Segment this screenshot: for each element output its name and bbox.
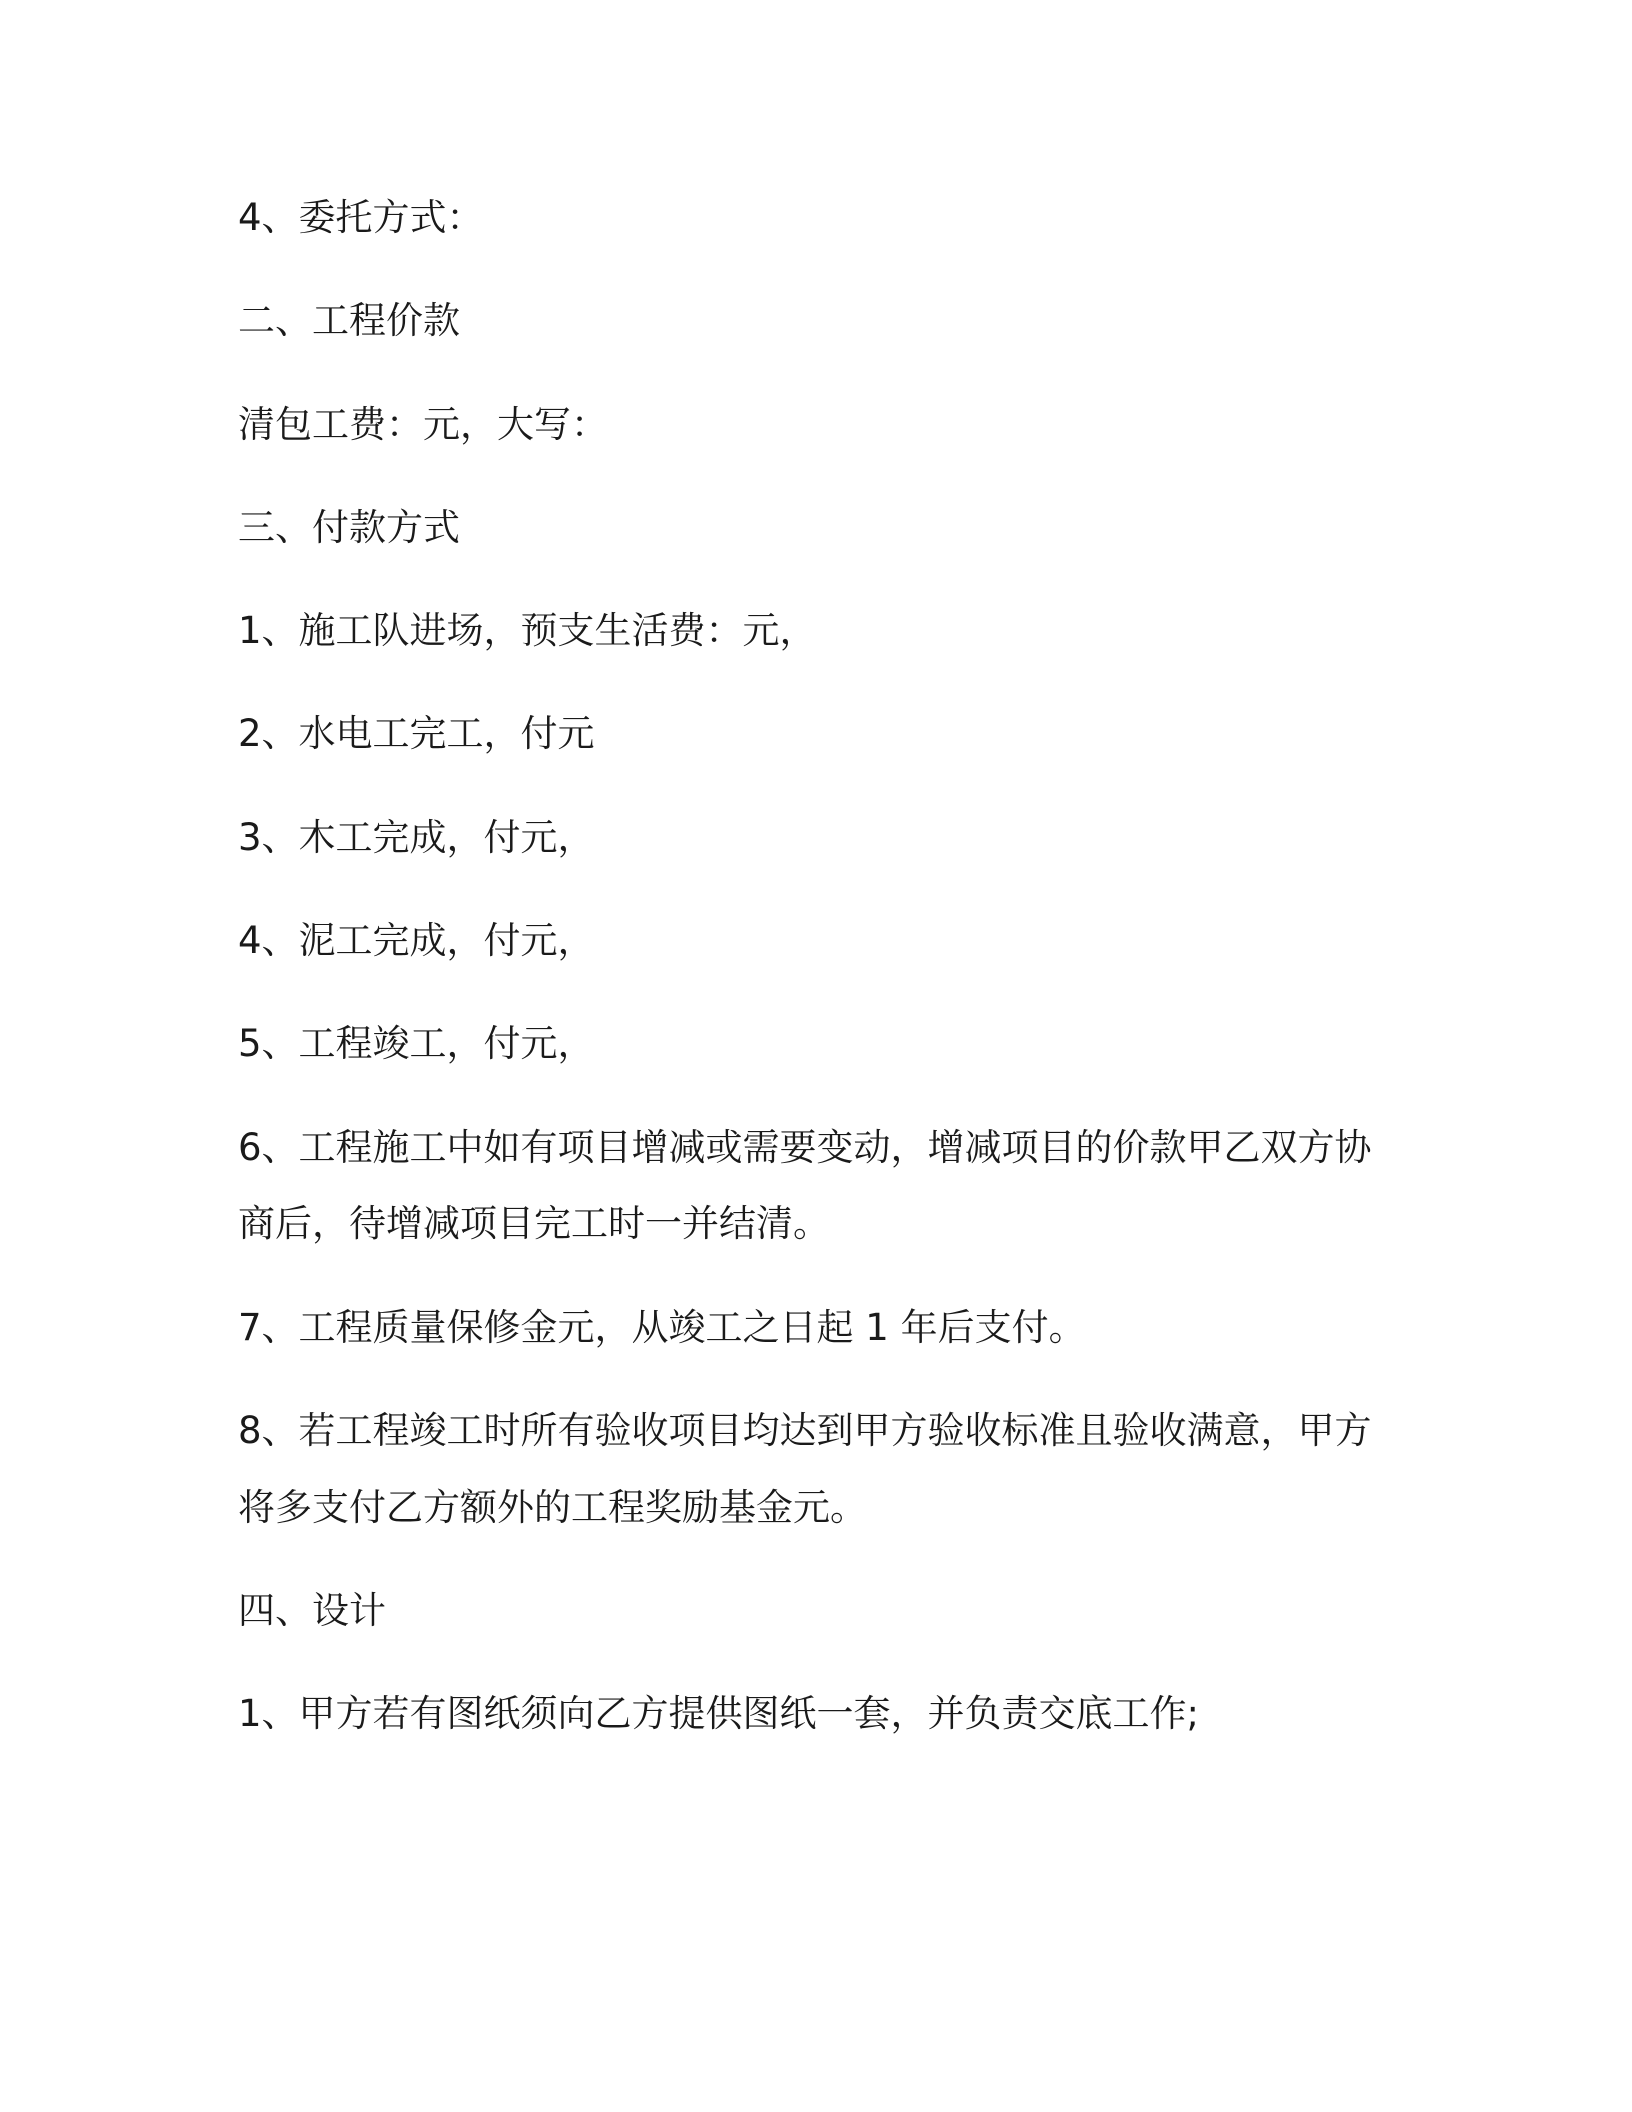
payment-item-4: 4、泥工完成，付元， (238, 919, 595, 962)
section-heading-price: 二、工程价款 (238, 299, 460, 342)
payment-item-1: 1、施工队进场，预支生活费：元， (238, 609, 817, 652)
payment-item-5: 5、工程竣工，付元， (238, 1022, 595, 1065)
payment-item-7: 7、工程质量保修金元，从竣工之日起 1 年后支付。 (238, 1306, 1086, 1349)
payment-item-6-line-1: 6、工程施工中如有项目增减或需要变动，增减项目的价款甲乙双方协 (238, 1126, 1372, 1169)
payment-item-3: 3、木工完成，付元， (238, 816, 595, 859)
payment-item-8-line-2: 将多支付乙方额外的工程奖励基金元。 (238, 1486, 867, 1529)
design-item-1: 1、甲方若有图纸须向乙方提供图纸一套，并负责交底工作; (238, 1692, 1200, 1735)
clause-labor-fee: 清包工费：元，大写： (238, 403, 608, 446)
section-heading-design: 四、设计 (238, 1589, 386, 1632)
payment-item-6-line-2: 商后，待增减项目完工时一并结清。 (238, 1202, 830, 1245)
section-heading-payment: 三、付款方式 (238, 506, 460, 549)
payment-item-8-line-1: 8、若工程竣工时所有验收项目均达到甲方验收标准且验收满意，甲方 (238, 1409, 1372, 1452)
clause-entrust-method: 4、委托方式： (238, 196, 484, 239)
payment-item-2: 2、水电工完工，付元 (238, 712, 595, 755)
